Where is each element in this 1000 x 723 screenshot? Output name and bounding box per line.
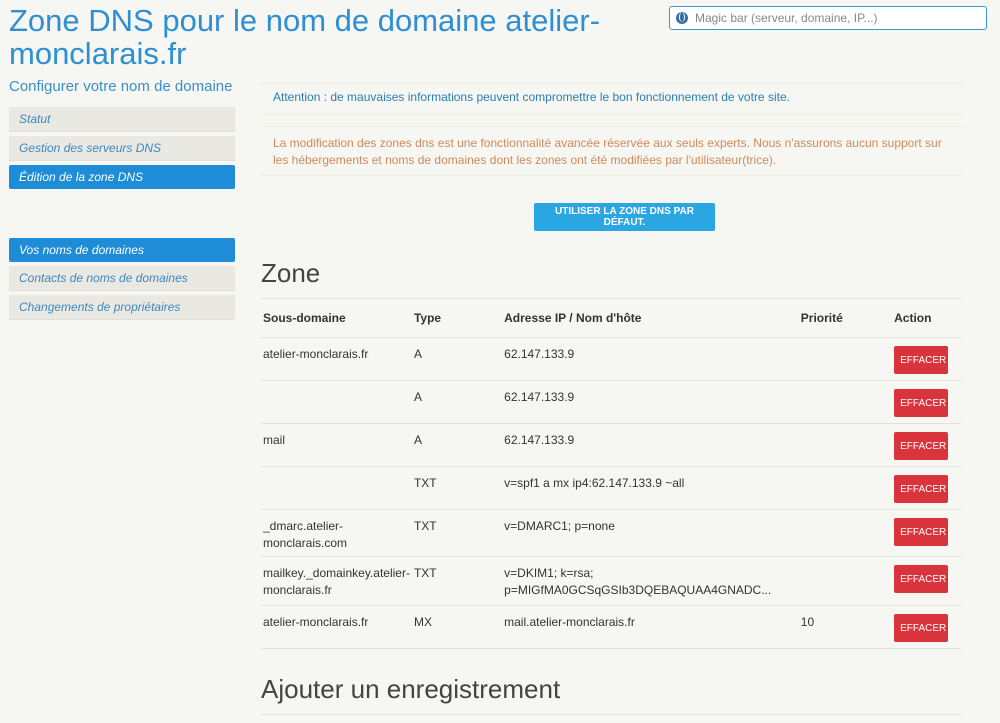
table-row <box>261 381 961 424</box>
cell-priority <box>799 510 892 557</box>
divider <box>261 714 961 715</box>
cell-subdomain: atelier-monclarais.fr <box>261 606 412 649</box>
cell-type: MX <box>412 606 502 649</box>
cell-address: mail.atelier-monclarais.fr <box>502 606 799 649</box>
cell-type: TXT <box>412 557 502 606</box>
table-row <box>261 606 961 649</box>
delete-button[interactable]: EFFACER <box>894 432 948 460</box>
cell-action <box>892 510 961 557</box>
cell-subdomain <box>261 381 412 424</box>
cell-priority <box>799 424 892 467</box>
cell-action <box>892 338 961 381</box>
cell-address: 62.147.133.9 <box>502 338 799 381</box>
globe-icon <box>676 12 688 24</box>
col-address: Adresse IP / Nom d'hôte <box>502 299 799 338</box>
sidebar-item-domain-contacts[interactable]: Contacts de noms de domaines <box>9 266 235 291</box>
cell-subdomain: _dmarc.atelier-monclarais.com <box>261 510 412 557</box>
magic-bar-input[interactable] <box>693 10 977 26</box>
warning-alert: La modification des zones dns est une fonctionnalité avancée réservée aux seuls experts. Nous n'assurons aucun support sur les hébergements et noms de domaines dont les zones ont été modifiées par l'utilisateur(trice). <box>261 126 961 176</box>
add-record-title: Ajouter un enregistrement <box>261 674 561 704</box>
zone-table <box>261 298 961 649</box>
cell-type: TXT <box>412 467 502 510</box>
cell-action <box>892 467 961 510</box>
cell-priority <box>799 381 892 424</box>
magic-bar[interactable] <box>669 6 987 30</box>
table-row <box>261 510 961 557</box>
info-alert: Attention : de mauvaises informations peuvent compromettre le bon fonctionnement de votre site. <box>261 83 961 115</box>
col-type: Type <box>412 299 502 338</box>
cell-address: 62.147.133.9 <box>502 424 799 467</box>
sidebar-item-dns-servers[interactable]: Gestion des serveurs DNS <box>9 136 235 161</box>
sidebar-item-owner-changes[interactable]: Changements de propriétaires <box>9 295 235 320</box>
table-row <box>261 338 961 381</box>
cell-subdomain: mailkey._domainkey.atelier-monclarais.fr <box>261 557 412 606</box>
cell-action <box>892 557 961 606</box>
table-row <box>261 467 961 510</box>
page-title: Zone DNS pour le nom de domaine atelier-monclarais.fr <box>9 3 601 71</box>
delete-button[interactable]: EFFACER <box>894 518 948 546</box>
cell-action <box>892 606 961 649</box>
cell-action <box>892 424 961 467</box>
delete-button[interactable]: EFFACER <box>894 475 948 503</box>
cell-address: v=DKIM1; k=rsa; p=MIGfMA0GCSqGSIb3DQEBAQUAA4GNADC... <box>502 557 799 606</box>
sidebar-item-statut[interactable]: Statut <box>9 107 235 132</box>
cell-priority: 10 <box>799 606 892 649</box>
cell-address: v=spf1 a mx ip4:62.147.133.9 ~all <box>502 467 799 510</box>
col-action: Action <box>892 299 961 338</box>
cell-subdomain: mail <box>261 424 412 467</box>
cell-type: A <box>412 338 502 381</box>
table-row <box>261 424 961 467</box>
cell-priority <box>799 557 892 606</box>
delete-button[interactable]: EFFACER <box>894 565 948 593</box>
col-subdomain: Sous-domaine <box>261 299 412 338</box>
cell-type: A <box>412 424 502 467</box>
zone-table-header <box>261 299 961 338</box>
sidebar-group-domains <box>9 238 235 320</box>
cell-type: TXT <box>412 510 502 557</box>
default-zone-button[interactable]: UTILISER LA ZONE DNS PAR DÉFAUT. <box>534 203 715 231</box>
cell-priority <box>799 467 892 510</box>
cell-action <box>892 381 961 424</box>
zone-title: Zone <box>261 258 321 288</box>
cell-address: 62.147.133.9 <box>502 381 799 424</box>
sidebar-heading: Configurer votre nom de domaine <box>9 78 233 95</box>
table-row <box>261 557 961 606</box>
delete-button[interactable]: EFFACER <box>894 614 948 642</box>
sidebar <box>9 78 235 324</box>
cell-address: v=DMARC1; p=none <box>502 510 799 557</box>
sidebar-item-zone-edit[interactable]: Édition de la zone DNS <box>9 165 235 189</box>
delete-button[interactable]: EFFACER <box>894 346 948 374</box>
sidebar-item-your-domains[interactable]: Vos noms de domaines <box>9 238 235 262</box>
delete-button[interactable]: EFFACER <box>894 389 948 417</box>
cell-type: A <box>412 381 502 424</box>
sidebar-group-configure <box>9 107 235 189</box>
cell-subdomain <box>261 467 412 510</box>
cell-priority <box>799 338 892 381</box>
col-priority: Priorité <box>799 299 892 338</box>
cell-subdomain: atelier-monclarais.fr <box>261 338 412 381</box>
